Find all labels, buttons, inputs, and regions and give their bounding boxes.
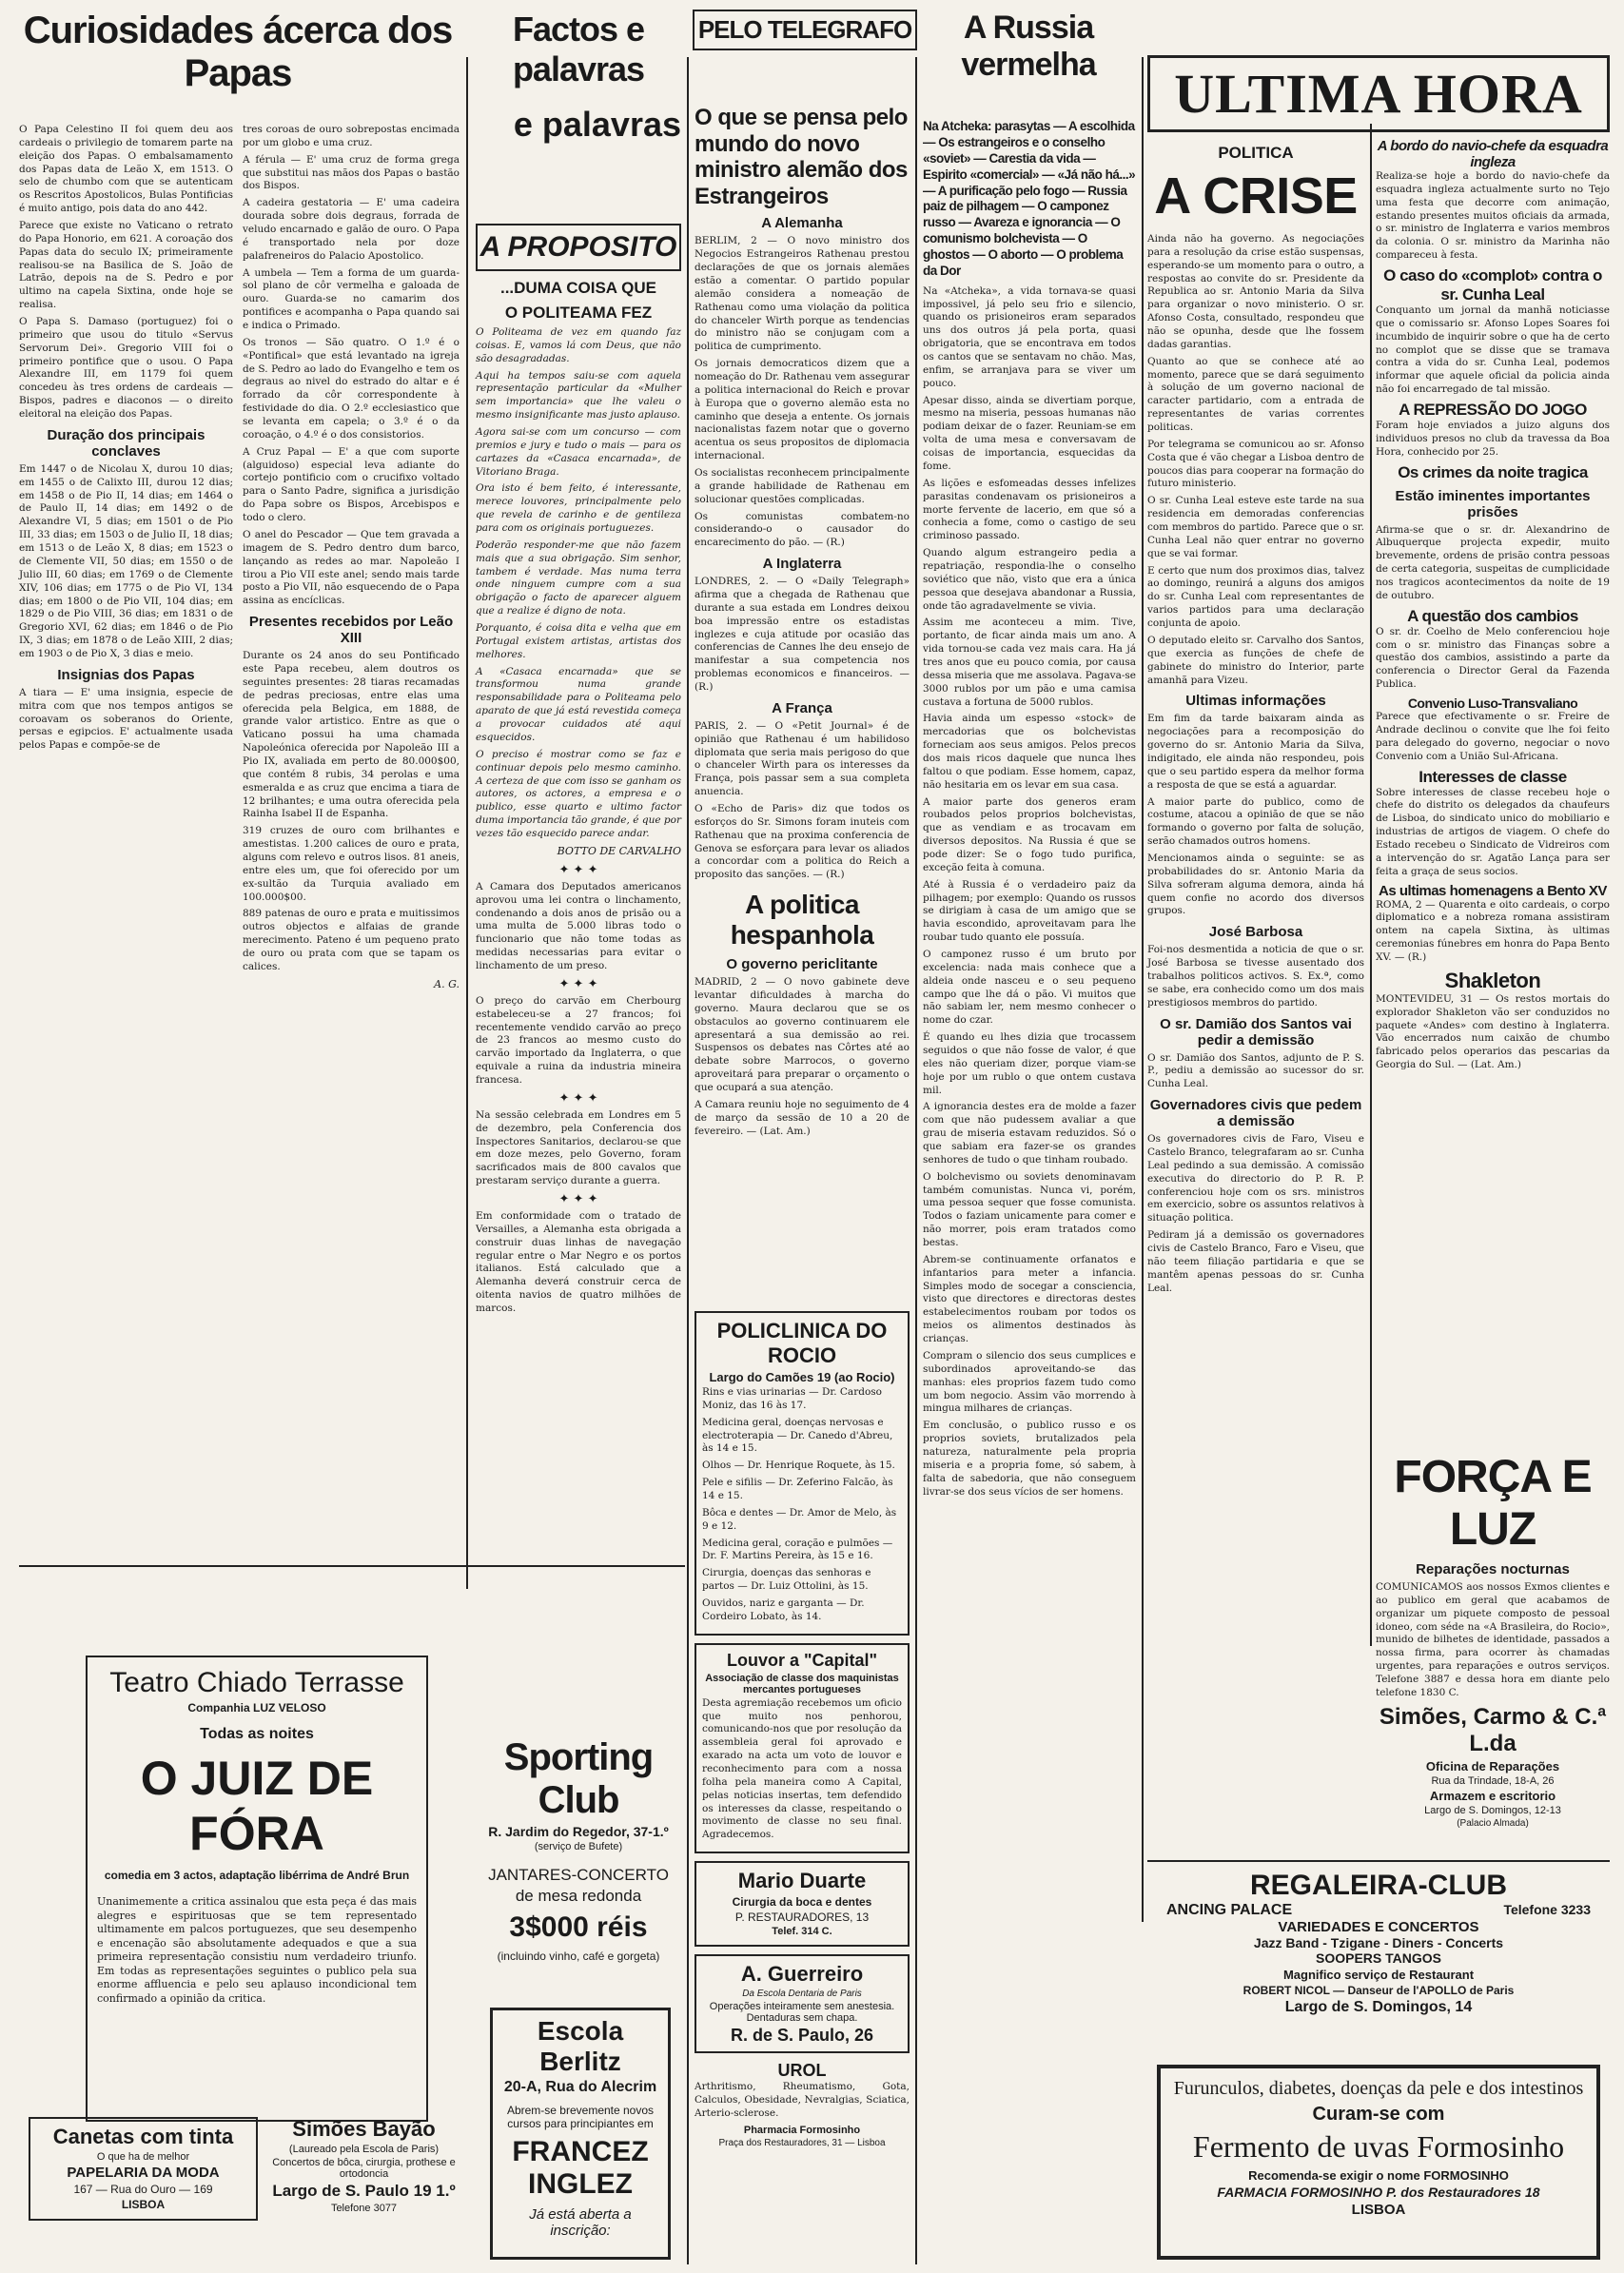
article-paragraph: O Politeama de vez em quando faz coisas. E, vamos lá com Deus, que não são desagradadas. [476,326,681,364]
article-paragraph: Porquanto, é coisa dita e velha que em Portugal existem artistas, artistas dos melhores. [476,622,681,660]
ad-recommend: Recomenda-se exigir o nome FORMOSINHO [1248,2168,1509,2183]
ad-price-note: (incluindo vinho, café e gorgeta) [497,1950,660,1963]
ad-address: Praça dos Restauradores, 31 — Lisboa [718,2137,886,2148]
column-curiosidades-cont [243,124,460,1589]
ad-title: UROL [777,2061,827,2081]
article-paragraph: A férula — E' uma cruz de forma grega que substitui nas mãos dos Papas o bastão dos Bispos. [243,153,460,192]
ad-title: Simões Bayão [292,2117,436,2141]
headline-cambios: A questão dos cambios [1407,606,1578,625]
article-paragraph: BERLIM, 2 — O novo ministro dos Negocios Estrangeiros Rathenau prestou declarações de que os jornais alemães estão a comentar. O partido popular alemão considera a nomeação de Rathenau como uma violação da politica do chanceler Wirth porque as tendencias do ministro não se conjugam com a politica de cumprimento. [695,235,910,353]
ad-address: R. Jardim do Regedor, 37-1.º [488,1824,669,1839]
ad-pharmacy: FARMACIA FORMOSINHO P. dos Restauradores 18 [1217,2185,1540,2200]
article-paragraph: Assim me aconteceu a mim. Tive, portanto, de ficar ainda mais um ano. A vida tornou-se cada vez mais cara. Ha já tres anos que eu pouco comia, por causa dessa miseria que me assolava. Pagava-se 3000 rublos por um pão e uma camisa custava a fortuna de 5000 rublos. [923,617,1136,708]
ad-urol [695,2061,910,2148]
column-rule [466,57,468,1589]
ad-text: Desta agremiação recebemos um oficio que muito nos penhorou, comunicando-nos que por resolução da assembleia geral foi aprovado e exarado na acta um voto de louvor e reconhecimento para com a nossa folha pela maneira como A Capital, pelas noticias insertas, tem defendido os interesses da classe, respeitando o movimento de classe no seu final. Agradecemos. [702,1696,902,1841]
ad-berlitz [490,2008,671,2260]
article-paragraph: Parece que existe no Vaticano o retrato do Papa Honorio, em 621. A coroação dos Papas data do seculo IX; primeiramente realisou-se na Basilica de S. João de Latrão, depois na de S. Pedro e por ultimo na capela Sixtina, onde hoje se realisa. [19,220,233,311]
ad-play-desc: comedia em 3 actos, adaptação libérrima de André Brun [104,1869,410,1882]
subheading: O governo periclitante [726,956,878,973]
article-paragraph: Compram o silencio dos seus cumplices e subordinados aproveitando-se das manhas: eles proprios fazem tudo como um bom negocio. Assim vão morrendo à mingua milhares de crianças. [923,1349,1136,1415]
article-paragraph: ROMA, 2 — Quarenta e oito cardeais, o corpo diplomatico e a nobreza romana assistiram ontem na capela Sixtina, às ultimas ceremonias fúnebres em honra do Papa Bento XV. — (R.) [1376,898,1610,963]
article-paragraph: Os governadores civis de Faro, Viseu e Castelo Branco, telegrafaram ao sr. Cunha Leal pedindo a sua demissão. A comissão executiva do directorio do P. R. P. conferenciou hoje com os srs. ministros em exercicio, sobre os assuntos relativos à situação politica. [1147,1133,1364,1225]
column-rule [1142,57,1144,1922]
ad-curam: Curam-se com [1312,2104,1445,2125]
headline-russia: A Russia vermelha [961,10,1096,83]
article-paragraph: O preciso é mostrar como se faz e continuar depois pelo mesmo caminho. A certeza de que com isso se ganham os autores, os actores, a empresa e o publico, esse quarto e ultimo factor duma importancia tão grande, é que por vezes tão esquecido parece andar. [476,748,681,839]
ad-jantares-sub: de mesa redonda [515,1887,642,1905]
ad-address: Largo de S. Domingos, 14 [1284,1999,1473,2015]
signature: A. G. [434,977,460,990]
ad-address: P. RESTAURADORES, 13 [734,1910,870,1925]
headline-palavras: e palavras [513,105,681,144]
article-paragraph: Em conformidade com o tratado de Versailles, a Alemanha esta obrigada a construir duas linhas de navegação regular entre o Mar Negro e os portos italianos. Está calculado que a Alemanha deverá construir cerca de oitenta navios de quatro milhões de marcos. [476,1209,681,1314]
article-paragraph: Pediram já a demissão os governadores civis de Castelo Branco, Faro e Viseu, que não teem filiação partidaria e que se mantêm apenas pessoas do sr. Cunha Leal. [1147,1229,1364,1294]
headline-politica-hespanhola: A politica hespanhola [730,890,874,950]
ad-forca-e-luz [1376,1451,1610,1829]
ad-text: COMUNICAMOS aos nossos Exmos clientes e ao publico em geral que acabamos de organizar um piquete composto de pessoal idoneo, com séde na «A Brasileira, do Rocio», munido de bilhetes de identidade, passados a nossa firma, para ocorrer às chamadas urgentes, para reparações e outros serviços. Telefone 3887 e dessa hora em diante pelo telefone 1830 C. [1376,1581,1610,1698]
article-paragraph: Abrem-se continuamente orfanatos e infantarios para meter a infancia. Simples modo de socegar a consciencia, visto que directores e directoras destes estabelecimentos roubam por todos os meios os alimentos destinados às crianças. [923,1253,1136,1345]
article-paragraph: Parece que efectivamente o sr. Freire de Andrade declinou o convite que lhe foi feito para delegado do governo, negociar o novo Convenio com a União Sul-Africana. [1376,711,1610,762]
subheading: Estão iminentes importantes prisões [1395,487,1591,520]
ad-regaleira [1147,1870,1610,2016]
article-paragraph: Em conclusão, o publico russo e os proprios soviets, brutalizados pela natureza, naturalmente pela propria miseria e a propria fome, só sabem, à falta de sabedoria, que não conseguem livrar-se dos seus vícios de ser homens. [923,1420,1136,1498]
headline-crimes: Os crimes da noite tragica [1398,462,1588,481]
article-paragraph: O bolchevismo ou soviets denominavam também comunistas. Nunca vi, porém, uma pessoa sequer que fosse comunista. Todos o faziam unicamente para comer e não morrer, pois eram tratados como bestas. [923,1170,1136,1249]
headline-factos: Factos e palavras [512,10,645,88]
article-paragraph: Sobre interesses de classe recebeu hoje o chefe do distrito os delegados da chaufeurs de Lisboa, do sindicato unico do mobiliario e industrias de artigos de viagem. O chefe do Estado recebeu o Sindicato de Vidreiros com a intervenção do sr. Agatão Lança para ser feita a graça de seus socios. [1376,786,1610,877]
ad-play-title: O JUIZ DE FÓRA [140,1752,374,1860]
ad-shop: PAPELARIA DA MODA [67,2165,220,2181]
ad-subtitle: ANCING PALACE [1166,1902,1293,1918]
ad-address: 167 — Rua do Ouro — 169 [73,2183,213,2196]
subheading: Governadores civis que pedem a demissão [1149,1097,1362,1130]
ad-list-item: Pele e sifilis — Dr. Zeferino Falcão, às 14 e 15. [702,1477,893,1502]
ad-phone: Telefone 3233 [1503,1902,1591,1917]
headline-shakleton: Shakleton [1444,968,1541,992]
article-paragraph: A Camara dos Deputados americanos aprovou uma lei contra o linchamento, condenando a dois anos de prisão ou a uma multa de 5.000 libras todo o funcionario que não tome todas as medidas necessarias para evitar o linchamento de um preso. [476,880,681,971]
column-rule [915,57,917,2264]
subheading: ...DUMA COISA QUE [499,279,657,297]
article-paragraph: A maior parte dos generos eram roubados pelos proprios bolchevistas, que as vendiam e as trocavam em diversos depositos. Na Russia é que se pode dizer: Se o fogo tudo purifica, exceção feita à comuna. [923,795,1136,873]
ad-text: Unanimemente a critica assinalou que esta peça é das mais alegres e espirituosas que se tem representado ultimamente em palcos portuguezes, que seu desempenho e encenação são absolutamente adequados e que a sua primeira representação consistiu num verdadeiro triunfo. Em todas as representações seguintes o publico pela sua enorme affluencia e pelo seu aplauso incondicional tem confirmado a opinião da critica. [97,1895,417,2005]
article-paragraph: Agora sai-se com um concurso — com premios e jury e tudo o mais — para os cartazes da «Casaca encarnada», de Vitoriano Braga. [476,426,681,478]
separator-stars: ✦ ✦ ✦ [558,1090,598,1106]
headline-curiosidades: Curiosidades ácerca dos Papas [23,10,453,94]
article-paragraph: 319 cruzes de ouro com brilhantes e amestistas. 1.200 calices de ouro e prata, alguns com relevo e outros lisos. 81 aneis, entre eles um, que foi oferecido por um ex-sultão da Turquia avaliado em 100.000$00. [243,825,460,903]
article-paragraph: PARIS, 2. — O «Petit Journal» é de opinião que Rathenau é um habilidoso diplomata que seria mais perigoso do que o chanceler Wirth para os interesses da França, pois passar sem a sua completa anuencia. [695,719,910,798]
section-rule [19,1565,685,1567]
column-factos [476,224,681,1556]
article-paragraph: Realiza-se hoje a bordo do navio-chefe da esquadra ingleza actualmente surto no Tejo uma festa que decorre com animação, estando presentes muitos oficiais da armada, o sr. ministro de Inglaterra e varios membros da colonia. O sr. ministro da Marinha não compareceu à festa. [1376,170,1610,262]
headline-pelo-telegrafo: PELO TELEGRAFO [693,10,917,50]
ad-price: 3$000 réis [509,1911,648,1943]
ad-fermento [1157,2065,1600,2260]
ad-nicol: ROBERT NICOL — Danseur de l'APOLLO de Paris [1242,1984,1515,1997]
article-paragraph: Os comunistas combatem-no considerando-o o causador do encarecimento do pão. — (R.) [695,510,910,549]
ad-city: LISBOA [121,2198,166,2211]
section-rule [1147,1860,1610,1862]
separator-stars: ✦ ✦ ✦ [558,976,598,991]
ad-restaurant: Magnifico serviço de Restaurant [1282,1968,1475,1982]
headline-summary: Na Atcheka: parasytas — A escolhida — Os estrangeiros e o conselho «soviet» — Carestia da vida — Espirito «comercial» — «Já não há...» — A purificação pelo fogo — Russia paiz de pilhagem — O camponez russo — Avareza e ignorancia — O comunismo bolchevista — O ghostos — O aborto — O problema da Dor [923,119,1136,278]
article-paragraph: Mencionamos ainda o seguinte: se as probabilidades do sr. Antonio Maria da Silva sofreram alguma demora, ainda há quem confie no acordo dos diversos grupos. [1147,852,1364,917]
article-paragraph: Foi-nos desmentida a noticia de que o sr. José Barbosa se tivesse ausentado dos trabalhos politicos activos. S. Ex.ª, como se sabe, era conhecido como um dos mais prestigiosos membros do partido. [1147,944,1364,1009]
article-paragraph: A umbela — Tem a forma de um guarda-sol plano de côr vermelha e galoada de ouro. Guarda-se no camarim dos pontifices e acompanha o Papa quando sai e indica o Primado. [243,266,460,332]
signature: BOTTO DE CARVALHO [557,844,681,857]
ad-address: Largo de S. Paulo 19 1.º [272,2182,456,2200]
column-russia [923,119,1136,2260]
ad-title: Sporting Club [503,1736,654,1821]
ad-subtitle: (Laureado pela Escola de Paris) [288,2144,440,2155]
article-paragraph: Conquanto um jornal da manhã noticiasse que o comissario sr. Afonso Lopes Soares foi incumbido de inquirir sobre o que ha de certo no complot que se disse que se tramava contra a vida do sr. Cunha Leal, podemos informar que aquele oficial da policia ainda não foi encarregado de tal missão. [1376,304,1610,396]
ad-title: Canetas com tinta [52,2125,234,2148]
article-paragraph: O sr. Cunha Leal esteve este tarde na sua residencia em demoradas conferencias com membros do partido. Parece que o sr. Cunha Leal não quer entrar no governo que se vai formar. [1147,495,1364,559]
ad-languages: FRANCEZ INGLEZ [512,2136,649,2200]
ad-phone: Telefone 3077 [330,2203,398,2214]
article-paragraph: 889 patenas de ouro e prata e muitissimos outros objectos e alfaias de grande merecimento. Pateno é um pequeno prato de ouro ou prata com que se tapam os calices. [243,908,460,972]
article-paragraph: As lições e esfomeadas desses infelizes parasitas condenavam os prisioneiros a morte fervente de lacerio, em que só a conhecia a fome, como o castigo de seu criminoso passado. [923,477,1136,542]
article-paragraph: O anel do Pescador — Que tem gravada a imagem de S. Pedro dentro dum barco, lançando as redes ao mar. Napoleão I tirou a Pio VII este anel; sendo mais tarde posto a Pio VII, não esquecendo de o Papa assina as encíclicas. [243,528,460,607]
column-politica [1147,138,1364,1851]
article-paragraph: E certo que num dos proximos dias, talvez ao domingo, reunirá a alguns dos amigos do sr. Cunha Leal com representantes de varios partidos para uma declaração conjunta de apoio. [1147,564,1364,630]
headline-interesses: Interesses de classe [1419,767,1567,786]
headline-navio: A bordo do navio-chefe da esquadra ingleza [1377,138,1609,170]
ad-text: Operações inteiramente sem anestesia. Dentaduras sem chapa. [709,2001,895,2025]
ad-subtitle: Cirurgia da boca e dentes [732,1895,872,1910]
subheading: Presentes recebidos por Leão XIII [248,614,454,647]
article-paragraph: MONTEVIDEU, 31 — Os restos mortais do explorador Shakleton vão ser conduzidos no paquete «Andes» com destino à Inglaterra. Vão encerrados num caixão de chumbo fabricado pelos operarios das pescarias da Georgia do Sul. — (Lat. Am.) [1376,992,1610,1071]
article-paragraph: Em fim da tarde baixaram ainda as negociações para a recomposição do governo do sr. Antonio Maria da Silva, indigitado, ele ainda não respondeu, pois que o seu partido espera da melhor forma a resposta de que se está a aguardar. [1147,713,1364,791]
article-paragraph: O preço do carvão em Cherbourg estabeleceu-se a 27 francos; foi recentemente vendido carvão ao preço de 23 francos ao mesmo custo do carvão importado da Inglaterra, o que equivale a ruina da industria mineira francesa. [476,994,681,1086]
ad-simoes-sub: Oficina de Reparações [1425,1758,1560,1773]
article-paragraph: A Camara reuniu hoje no seguimento de 4 de março da sessão de 10 a 20 de fevereiro. — (Lat. Am.) [695,1098,910,1137]
headline-crise: A CRISE [1154,167,1358,225]
column-rule [1370,124,1372,1646]
article-paragraph: O sr. Damião dos Santos, adjunto de P. S. P., pediu a demissão ao sucessor do sr. Cunha Leal. [1147,1051,1364,1090]
ad-row [1147,1902,1610,1919]
column-rule [687,57,689,2264]
ad-product: Fermento de uvas Formosinho [1192,2129,1565,2164]
ad-text: Concertos de bôca, cirurgia, prothese e ortodoncia [272,2157,456,2180]
ad-enrollment: Já está aberta a inscrição: [529,2206,632,2239]
ad-variedades: VARIEDADES E CONCERTOS [1278,1919,1479,1935]
subheading: A Alemanha [761,215,843,232]
headline-novo-ministro: O que se pensa pelo mundo do novo ministro alemão dos Estrangeiros [695,105,908,209]
ad-list-item: Olhos — Dr. Henrique Roquete, às 15. [702,1460,895,1472]
ad-louvor [695,1643,910,1853]
ad-address: Largo do Camões 19 (ao Rocio) [709,1370,895,1384]
ad-jazz: Jazz Band - Tzigane - Diners - Concerts [1253,1935,1504,1950]
ad-nights: Todas as noites [200,1726,314,1742]
article-paragraph: Havia ainda um espesso «stock» de mercadorias que os bolchevistas forneciam aos seus amigos. Pelos precos dos mais ricos daquele que nunca lhes faltou o que podiam. Esse homem, capaz, não hesitaria em os levar em sua casa. [923,713,1136,791]
subheading: A Inglaterra [762,556,842,573]
column-telegrafo-ads [695,1303,910,2264]
ad-address: 20-A, Rua do Alecrim [503,2079,657,2095]
article-paragraph: A «Casaca encarnada» que se transformou numa grande responsabilidade para o Politeama pelo aparato de que já está revestida começa a provocar cuidados até aqui esquecidos. [476,665,681,743]
article-paragraph: A maior parte do publico, como de costume, atacou a opinião de que se não formando o governo por falta de solução, serão chamados outros homens. [1147,795,1364,848]
ad-company: Companhia LUZ VELOSO [187,1701,326,1715]
ad-subtitle: O que ha de melhor [96,2151,190,2163]
ad-title: Teatro Chiado Terrasse [109,1667,404,1698]
article-paragraph: Afirma-se que o sr. dr. Alexandrino de Albuquerque projecta expedir, muito brevemente, ordens de prisão contra pessoas de certa categoria, suspeitas de cumplicidade nos tragicos acontecimentos da noite de 19 de outubro. [1376,523,1610,601]
article-paragraph: Até à Russia é o verdadeiro paiz da pilhagem; por exemplo: Quando os russos se dirigiam à casa de um amigo que se havia escondido, aproveitavam para lhe roubar tudo quanto ele possuía. [923,878,1136,944]
ad-simoes-warehouse-address: Largo de S. Domingos, 12-13 [1424,1804,1561,1816]
ad-pharmacy: Pharmacia Formosinho [743,2124,861,2136]
article-paragraph: A cadeira gestatoria — E' uma cadeira dourada sobre dois degraus, forrada de veludo encarnado e galão de ouro. O Papa é transportado nela por doze palafreneiros do Palacio Apostolico. [243,197,460,262]
article-paragraph: O deputado eleito sr. Carvalho dos Santos, que exercia as funções de chefe de gabinete do ministro do Interior, parte amanhã para Vizeu. [1147,634,1364,686]
ad-subtitle: Reparações nocturnas [1416,1561,1570,1577]
ad-phone: Telef. 314 C. [772,1926,832,1938]
headline-jogo: A REPRESSÃO DO JOGO [1399,401,1587,420]
ad-subtitle: Associação de classe dos maquinistas mercantes portugueses [705,1672,899,1695]
article-paragraph: Aqui ha tempos saiu-se com aquela representação particular da «Mulher sem importancia» que lhe valeu o mesmo insignificante mas justo aplauso. [476,369,681,421]
article-paragraph: MADRID, 2 — O novo gabinete deve levantar dificuldades à marcha do governo. Maura declarou que se os obstaculos ao governo continuarem ele apresentará a sua demissão ao rei. Suspensos os debates nas Côrtes até ao debate sobre Marrocos, o governo aproveitará para preparar o orçamento o que ocupará a sua atenção. [695,976,910,1094]
ad-list-item: Rins e vias urinarias — Dr. Cardoso Moniz, das 16 às 17. [702,1386,882,1411]
ultima-hora-title: ULTIMA HORA [1147,55,1610,132]
separator-stars: ✦ ✦ ✦ [558,1191,598,1206]
article-paragraph: Durante os 24 anos do seu Pontificado este Papa recebeu, alem doutros os seguintes presentes: 28 tiaras recamadas de pedras preciosas, entre elas uma oferecida pela Belgica, em 1888, de grande valor artistico. Entre as que o Vaticano possui ha uma chamada Napoleónica oferecida por Napoleão III a Pio IX, avaliada em perto de 80.000$00, que contém 8 rubis, 34 perolas e uma esmeralda e as cruz que encima a tiara de 12 brilhantes; e uma outra oferecida pela Rainha Isabel II de Espanha. [243,650,460,820]
article-paragraph: O Papa Celestino II foi quem deu aos cardeais o privilegio de tomarem parte na eleição dos Papas. O embalsamamento dos Papas data de Leão X, em 1513. O selo de chumbo com que se autenticam os Rescritos Apostolicos, Bulas Pontificias é muito antigo, pois data do ano 442. [19,124,233,215]
article-paragraph: O camponez russo é um bruto por excelencia: nada mais conhece que a aldeia onde nasceu e o seu pequeno campo que lhe dá o pão. Vi muitos que não sabiam ler, nem mesmo conhecer o nome do czar. [923,949,1136,1027]
subheading: O sr. Damião dos Santos vai pedir a demissão [1160,1015,1352,1048]
ad-title: Escola Berlitz [537,2016,624,2076]
ultima-hora-masthead [1147,55,1610,132]
article-paragraph: Apesar disso, ainda se divertiam porque, mesmo na miseria, pessoas humanas não podiam deixar de o fazer. Reuniam-se em volta de uma mesa e conversavam de coisas de importancia, esquecidas da fome. [923,394,1136,472]
article-paragraph: Por telegrama se comunicou ao sr. Afonso Costa que é vão chegar a Lisboa dentro de poucos dias para cooperar na formação do futuro ministerio. [1147,438,1364,490]
ad-headline: Furunculos, diabetes, doenças da pele e dos intestinos [1173,2078,1584,2099]
ad-simoes-bayao [262,2117,466,2216]
article-paragraph: É quando eu lhes dizia que trocassem seguidos o que não fosse de valor, é que eles não queriam dizer, porque viam-se hoje por um rublo o que ontem custava mil. [923,1031,1136,1096]
ad-policlinica [695,1311,910,1636]
article-paragraph: Os tronos — São quatro. O 1.º é o «Pontifical» que está levantado na igreja de S. Pedro ao lado do Evangelho e tem os degraus ao nivel do estrado do altar e é forrado da côr correspondente à festividade do dia. O 2.º ecclesiastico que se levanta em capela; o 3.º é o da coroação, o 4.º é o dos consistorios. [243,336,460,441]
article-paragraph: Quanto ao que se conhece até ao momento, parece que se dará seguimento à solução de um governo nacional de caracter partidario, com a entrada de representantes de varias correntes politicas. [1147,355,1364,434]
ad-subtitle: Da Escola Dentaria de Paris [742,1989,862,2000]
ad-title: A. Guerreiro [740,1962,864,1987]
article-paragraph: Em 1447 o de Nicolau X, durou 10 dias; em 1455 o de Calixto III, durou 12 dias; em 1458 o de Pio II, 14 dias; em 1464 o de Paulo II, 14 dias; em 1492 o de Alexandre VI, 5 dias; em 1501 o de Pio III, 33 dias; em 1503 o de Julio II, 18 dias; em 1513 o de Leão X, 8 dias; em 1523 o de Clemente VII, 50 dias; em 1550 o de Julio III, 60 dias; em 1769 o de Clemente XIV, 106 dias; em 1775 o de Pio VI, 134 dias; em 1800 o de Pio VII, 104 dias; em 1829 o de Pio VIII, 36 dias; em 1831 o de Gregorio XVI, 62 dias; em 1846 o de Pio IX, 3 dias; em 1878 o de Leão XIII, 2 dias; em 1903 o de Pio X, 3 dias e meio. [19,462,233,659]
ad-title: Louvor a "Capital" [726,1650,878,1670]
article-paragraph: Na sessão celebrada em Londres em 5 de dezembro, pela Conferencia dos Inspectores Sanitarios, declarou-se que em doze mezes, pelo Governo, foram sacrificados mais de 800 cavalos que prestaram serviço durante a guerra. [476,1108,681,1187]
headline-convenio: Convenio Luso-Transvaliano [1407,696,1578,712]
article-paragraph: Os jornais democraticos dizem que a nomeação do Dr. Rathenau vem assegurar a politica internacional do Reich e provar à Europa que o governo alemão esta no caminho que deseja a entente. Os jornais nacionalistas fazem notar que o governo acentua os seus propositos de diplomacia internacional. [695,358,910,462]
article-paragraph: O «Echo de Paris» diz que todos os esforços do Sr. Simons foram inuteis com Rathenau que na proxima conferencia de Genova se esforçara para levar os aliados a concordar com a politica do Reich a proposito das sanções. — (R.) [695,803,910,881]
column-telegrafo [695,105,910,1332]
article-paragraph: LONDRES, 2. — O «Daily Telegraph» afirma que a chegada de Rathenau que durante a sua estada em Londres deixou boa impressão entre os estadistas inglezes e cuja atitude por ocasião das conferencias de Cannes lhe deu ensejo de manifestar a sua competencia nos problemas economicos e financeiros. — (R.) [695,576,910,694]
ad-teatro-chiado [86,1656,428,2122]
ad-list-item: Cirurgia, doenças das senhoras e partos — Dr. Luiz Ottolini, às 15. [702,1567,871,1593]
subheading-politica: POLITICA [1218,144,1294,162]
ad-simoes-warehouse: Armazem e escritorio [1429,1788,1556,1803]
article-paragraph: A Cruz Papal — E' a que com suporte (alguidoso) especial leva adiante do cortejo pontificio com o crucifixo voltado para o Santo Padre, significa a jurisdição do Papa sobre os Bispos, Arcebispos e todo o clero. [243,445,460,524]
ad-simoes-title: Simões, Carmo & C.ª L.da [1379,1703,1607,1756]
subheading: O POLITEAMA FEZ [504,304,653,322]
ad-guerreiro [695,1954,910,2053]
subheading: José Barbosa [1208,924,1303,941]
ad-city: LISBOA [1351,2202,1406,2218]
article-paragraph: tres coroas de ouro sobrepostas encimada por um globo e uma cruz. [243,124,460,148]
ad-title: Mario Duarte [737,1869,867,1893]
subheading: Ultimas informações [1185,693,1326,710]
ad-simoes-address: Rua da Trindade, 18-A, 26 [1431,1774,1555,1787]
ad-title: FORÇA E LUZ [1394,1452,1592,1555]
article-paragraph: Os socialistas reconhecem principalmente a grande habilidade de Rathenau em solucionar questões complicadas. [695,466,910,505]
article-paragraph: Foram hoje enviados a juizo alguns dos individuos presos no club da travessa da Boa Hora, conhecido por 25. [1376,420,1610,458]
ad-text: Arthritismo, Rheumatismo, Gota, Calculos, Obesidade, Nevralgias, Sciatica, Arterio-sclerose. [695,2081,910,2119]
headline-bento: As ultimas homenagens a Bento XV [1379,882,1607,899]
ad-mario-duarte [695,1861,910,1947]
article-paragraph: Ainda não ha governo. As negociações para a resolução da crise estão suspensas, esperando-se um momento para o outro, a respostas ao convite do sr. Presidente da Republica ao sr. Antonio Maria da Silva para organizar o novo ministerio. O sr. Afonso Costa, consultado, respondeu que não se opunha, desde que lhe fossem dadas garantias. [1147,233,1364,350]
headline-complot: O caso do «complot» contra o sr. Cunha Leal [1383,266,1602,304]
ad-simoes-palace: (Palacio Almada) [1457,1817,1529,1829]
ad-address: R. de S. Paulo, 26 [730,2026,874,2046]
ad-sporting [476,1736,681,1965]
a-proposito-banner: A PROPOSITO [476,224,681,271]
separator-stars: ✦ ✦ ✦ [558,862,598,877]
subheading: A França [772,699,832,716]
ad-text: Abrem-se brevemente novos cursos para principiantes em [506,2104,655,2130]
article-paragraph: O sr. dr. Coelho de Melo conferenciou hoje com o sr. ministro das Finanças sobre a questão dos cambios, assistindo a parte da conferencia o Director Geral da Fazenda Publica. [1376,625,1610,691]
ad-list-item: Bôca e dentes — Dr. Amor de Melo, às 9 e 12. [702,1506,897,1532]
ad-title: REGALEIRA-CLUB [1250,1870,1507,1901]
article-paragraph: Ora isto é bem feito, é interessante, merece louvores, principalmente pelo que revela de carinho e de gentileza para com os originais portuguezes. [476,482,681,535]
article-paragraph: O Papa S. Damaso (portuguez) foi o primeiro que usou do titulo «Servus Servorum Dei». Gregorio VIII foi o primeiro pontifice que o usou. O Papa Alexandre III, em 1179 foi quem concedeu às tres ordens de cardeais — Bispos, padres e diaconos — o direito eleitoral na eleição dos Papas. [19,316,233,421]
article-paragraph: Quando algum estrangeiro pedia a repatriação, respondia-lhe o conselho soviético que não, visto que era a única pessoa que desejava abandonar a Russia, onde tão agradavelmente se vivia. [923,547,1136,612]
article-paragraph: A tiara — E' uma insignia, especie de mitra com que nos tempos antigos se coroavam os soberanos do Oriente, persas e egipcios. E' actualmente usada pelos Papas e compõe-se de [19,686,233,752]
article-paragraph: Poderão responder-me que não fazem mais que a sua obrigação. Sim senhor, tambem é verdade. Mas numa terra onde ninguem cumpre com a sua obrigação o facto de aparecer alguem que a realize é digno de nota. [476,539,681,617]
ad-note: (serviço de Bufete) [534,1841,623,1852]
column-curiosidades [19,124,233,1589]
ad-list [702,1386,902,1624]
article-paragraph: Na «Atcheka», a vida tornava-se quasi impossivel, já pelo seu frio e silencio, quando os prisioneiros eram separados uns dos outros já pela porta, quasi obrigatoria, que se encontrava em todos os cantos que se sentavam no chão. Mas, enfim, se arranjava para se viver um pouco. [923,284,1136,389]
ad-list-item: Ouvidos, nariz e garganta — Dr. Cordeiro Lobato, às 14. [702,1597,865,1622]
ad-list-item: Medicina geral, coração e pulmões — Dr. F. Martins Pereira, às 15 e 16. [702,1537,893,1562]
ad-title: POLICLINICA DO ROCIO [716,1319,888,1367]
ad-list-item: Medicina geral, doenças nervosas e electroterapia — Dr. Canedo d'Abreu, às 14 e 15. [702,1416,893,1455]
ad-canetas [29,2117,258,2221]
subheading: Duração dos principais conclaves [47,426,205,460]
ad-soupers: SOOPERS TANGOS [1316,1950,1441,1966]
subheading: Insignias dos Papas [57,666,195,683]
ad-jantares: JANTARES-CONCERTO [488,1866,669,1884]
article-paragraph: A ignorancia destes era de molde a fazer com que não pudessem avaliar a que grau de miseria estavam reduzidos. Só o que sabiam era fazer-se os grandes senhores de tudo o que tinham roubado. [923,1101,1136,1166]
